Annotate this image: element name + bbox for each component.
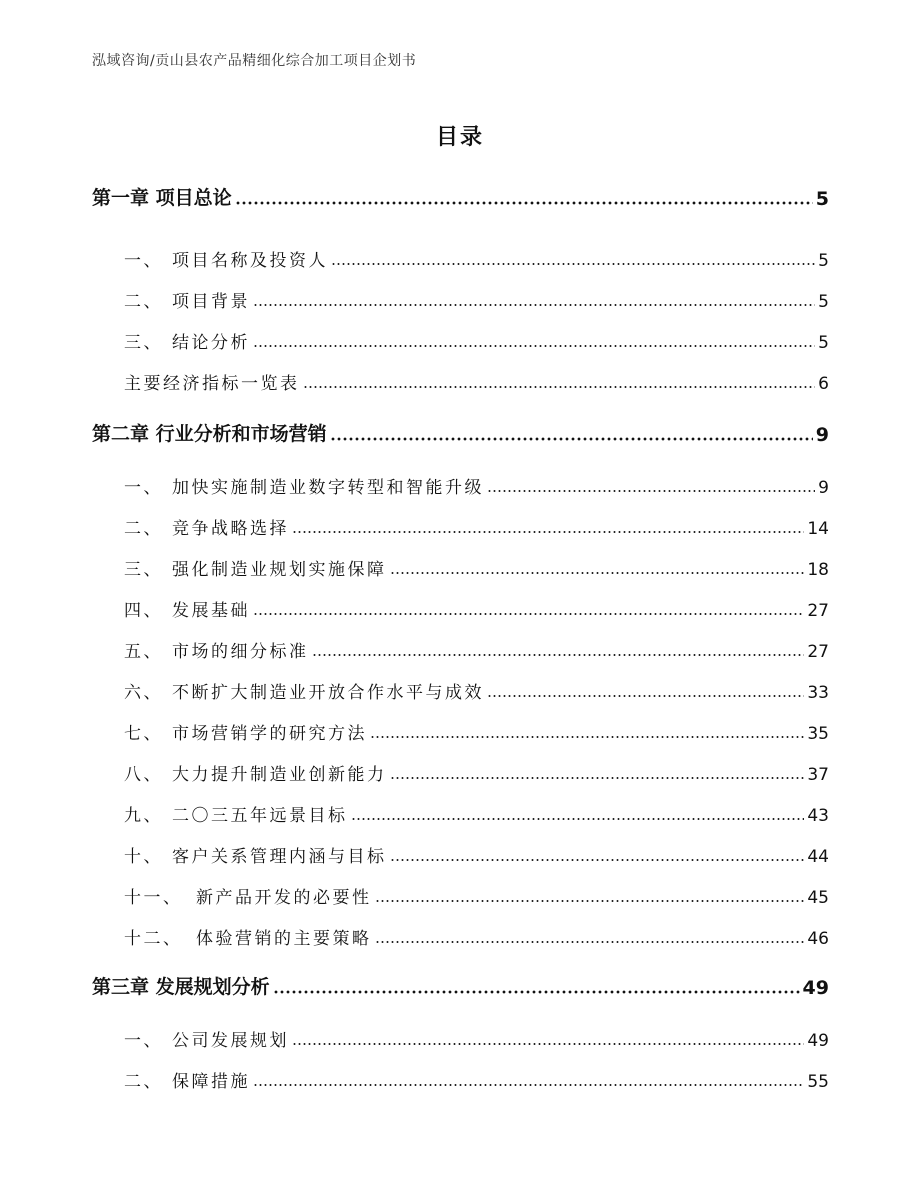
toc-leader-dots bbox=[253, 1083, 804, 1087]
toc-entry[interactable] bbox=[92, 470, 829, 498]
toc-entry-number: 一、 bbox=[124, 251, 163, 271]
toc-chapter-label: 第三章 发展规划分析 bbox=[92, 976, 270, 998]
toc-page-number: 49 bbox=[807, 1031, 829, 1051]
toc-entry[interactable] bbox=[92, 1023, 829, 1051]
toc-entry-label: 竞争战略选择 bbox=[172, 519, 289, 539]
toc-page-number: 5 bbox=[818, 333, 829, 353]
toc-leader-dots bbox=[390, 858, 805, 862]
toc-entry-label: 加快实施制造业数字转型和智能升级 bbox=[172, 478, 484, 498]
toc-entry-label: 体验营销的主要策略 bbox=[196, 929, 372, 949]
toc-leader-dots bbox=[235, 201, 813, 205]
toc-entry-label: 发展基础 bbox=[172, 601, 250, 621]
toc-leader-dots bbox=[487, 489, 815, 493]
toc-entry-label: 项目背景 bbox=[172, 292, 250, 312]
toc-entry-label: 主要经济指标一览表 bbox=[124, 374, 300, 394]
toc-entry-number: 五、 bbox=[124, 642, 163, 662]
toc-entry-label: 市场营销学的研究方法 bbox=[172, 724, 367, 744]
toc-entry-number: 二、 bbox=[124, 519, 163, 539]
toc-page-number: 6 bbox=[818, 374, 829, 394]
toc-page-number: 5 bbox=[818, 251, 829, 271]
toc-entry-label: 大力提升制造业创新能力 bbox=[172, 765, 387, 785]
toc-entry[interactable] bbox=[92, 243, 829, 271]
toc-leader-dots bbox=[303, 385, 816, 389]
toc-page-number: 33 bbox=[807, 683, 829, 703]
toc-entry-label: 项目名称及投资人 bbox=[172, 251, 328, 271]
toc-page-number: 45 bbox=[807, 888, 829, 908]
toc-page-number: 27 bbox=[807, 642, 829, 662]
toc-leader-dots bbox=[375, 940, 805, 944]
toc-entry-label: 保障措施 bbox=[172, 1072, 250, 1092]
toc-page-number: 55 bbox=[807, 1072, 829, 1092]
toc-page-number: 37 bbox=[807, 765, 829, 785]
toc-page-number: 46 bbox=[807, 929, 829, 949]
toc-page-number: 27 bbox=[807, 601, 829, 621]
toc-leader-dots bbox=[330, 437, 813, 441]
toc-entry-label: 公司发展规划 bbox=[172, 1031, 289, 1051]
toc-chapter-2[interactable] bbox=[92, 418, 829, 446]
toc-page-number: 5 bbox=[815, 188, 829, 210]
toc-leader-dots bbox=[331, 262, 815, 266]
toc-leader-dots bbox=[253, 344, 815, 348]
toc-entry-number: 三、 bbox=[124, 560, 163, 580]
toc-entry[interactable] bbox=[92, 716, 829, 744]
toc-entry-label: 二〇三五年远景目标 bbox=[172, 806, 348, 826]
toc-entry[interactable] bbox=[92, 1064, 829, 1092]
page-title: 目录 bbox=[435, 125, 484, 150]
toc-leader-dots bbox=[292, 530, 804, 534]
toc-page-number: 49 bbox=[802, 977, 829, 999]
toc-entry-label: 结论分析 bbox=[172, 333, 250, 353]
toc-page-number: 18 bbox=[807, 560, 829, 580]
toc-entry[interactable] bbox=[92, 880, 829, 908]
toc-entry-number: 九、 bbox=[124, 806, 163, 826]
toc-chapter-1[interactable] bbox=[92, 182, 829, 210]
toc-entry-number: 八、 bbox=[124, 765, 163, 785]
toc-entry-label: 市场的细分标准 bbox=[172, 642, 309, 662]
toc-leader-dots bbox=[370, 735, 804, 739]
toc-chapter-label: 第一章 项目总论 bbox=[92, 187, 232, 209]
toc-page-number: 43 bbox=[807, 806, 829, 826]
toc-entry-number: 十、 bbox=[124, 847, 163, 867]
toc-entry[interactable] bbox=[92, 366, 829, 394]
toc-leader-dots bbox=[312, 653, 805, 657]
toc-entry[interactable] bbox=[92, 511, 829, 539]
toc-entry-label: 客户关系管理内涵与目标 bbox=[172, 847, 387, 867]
toc-entry[interactable] bbox=[92, 552, 829, 580]
toc-entry[interactable] bbox=[92, 325, 829, 353]
toc-entry[interactable] bbox=[92, 634, 829, 662]
toc-leader-dots bbox=[292, 1042, 804, 1046]
toc-page-number: 44 bbox=[807, 847, 829, 867]
toc-entry-label: 强化制造业规划实施保障 bbox=[172, 560, 387, 580]
toc-leader-dots bbox=[253, 612, 804, 616]
toc-entry[interactable] bbox=[92, 757, 829, 785]
toc-leader-dots bbox=[273, 990, 800, 994]
toc-entry[interactable] bbox=[92, 798, 829, 826]
toc-leader-dots bbox=[351, 817, 805, 821]
toc-entry-number: 十一、 bbox=[124, 888, 183, 908]
toc-leader-dots bbox=[390, 776, 805, 780]
toc-entry-number: 三、 bbox=[124, 333, 163, 353]
toc-leader-dots bbox=[375, 899, 805, 903]
toc-entry-number: 二、 bbox=[124, 292, 163, 312]
toc-entry-number: 一、 bbox=[124, 478, 163, 498]
toc-entry[interactable] bbox=[92, 675, 829, 703]
toc-entry-label: 不断扩大制造业开放合作水平与成效 bbox=[172, 683, 484, 703]
toc-chapter-label: 第二章 行业分析和市场营销 bbox=[92, 423, 327, 445]
toc-entry[interactable] bbox=[92, 593, 829, 621]
toc-entry-number: 四、 bbox=[124, 601, 163, 621]
toc-leader-dots bbox=[487, 694, 804, 698]
toc-entry[interactable] bbox=[92, 284, 829, 312]
toc-leader-dots bbox=[253, 303, 815, 307]
toc-page-number: 9 bbox=[815, 424, 829, 446]
toc-leader-dots bbox=[390, 571, 805, 575]
toc-entry-number: 一、 bbox=[124, 1031, 163, 1051]
toc-entry[interactable] bbox=[92, 921, 829, 949]
toc-entry-number: 二、 bbox=[124, 1072, 163, 1092]
toc-entry-number: 七、 bbox=[124, 724, 163, 744]
toc-entry-number: 十二、 bbox=[124, 929, 183, 949]
toc-page-number: 35 bbox=[807, 724, 829, 744]
toc-page-number: 14 bbox=[807, 519, 829, 539]
toc-chapter-3[interactable] bbox=[92, 971, 829, 999]
toc-page-number: 5 bbox=[818, 292, 829, 312]
running-header: 泓域咨询/贡山县农产品精细化综合加工项目企划书 bbox=[92, 53, 417, 69]
toc-page-number: 9 bbox=[818, 478, 829, 498]
toc-entry-label: 新产品开发的必要性 bbox=[196, 888, 372, 908]
toc-entry-number: 六、 bbox=[124, 683, 163, 703]
toc-entry[interactable] bbox=[92, 839, 829, 867]
